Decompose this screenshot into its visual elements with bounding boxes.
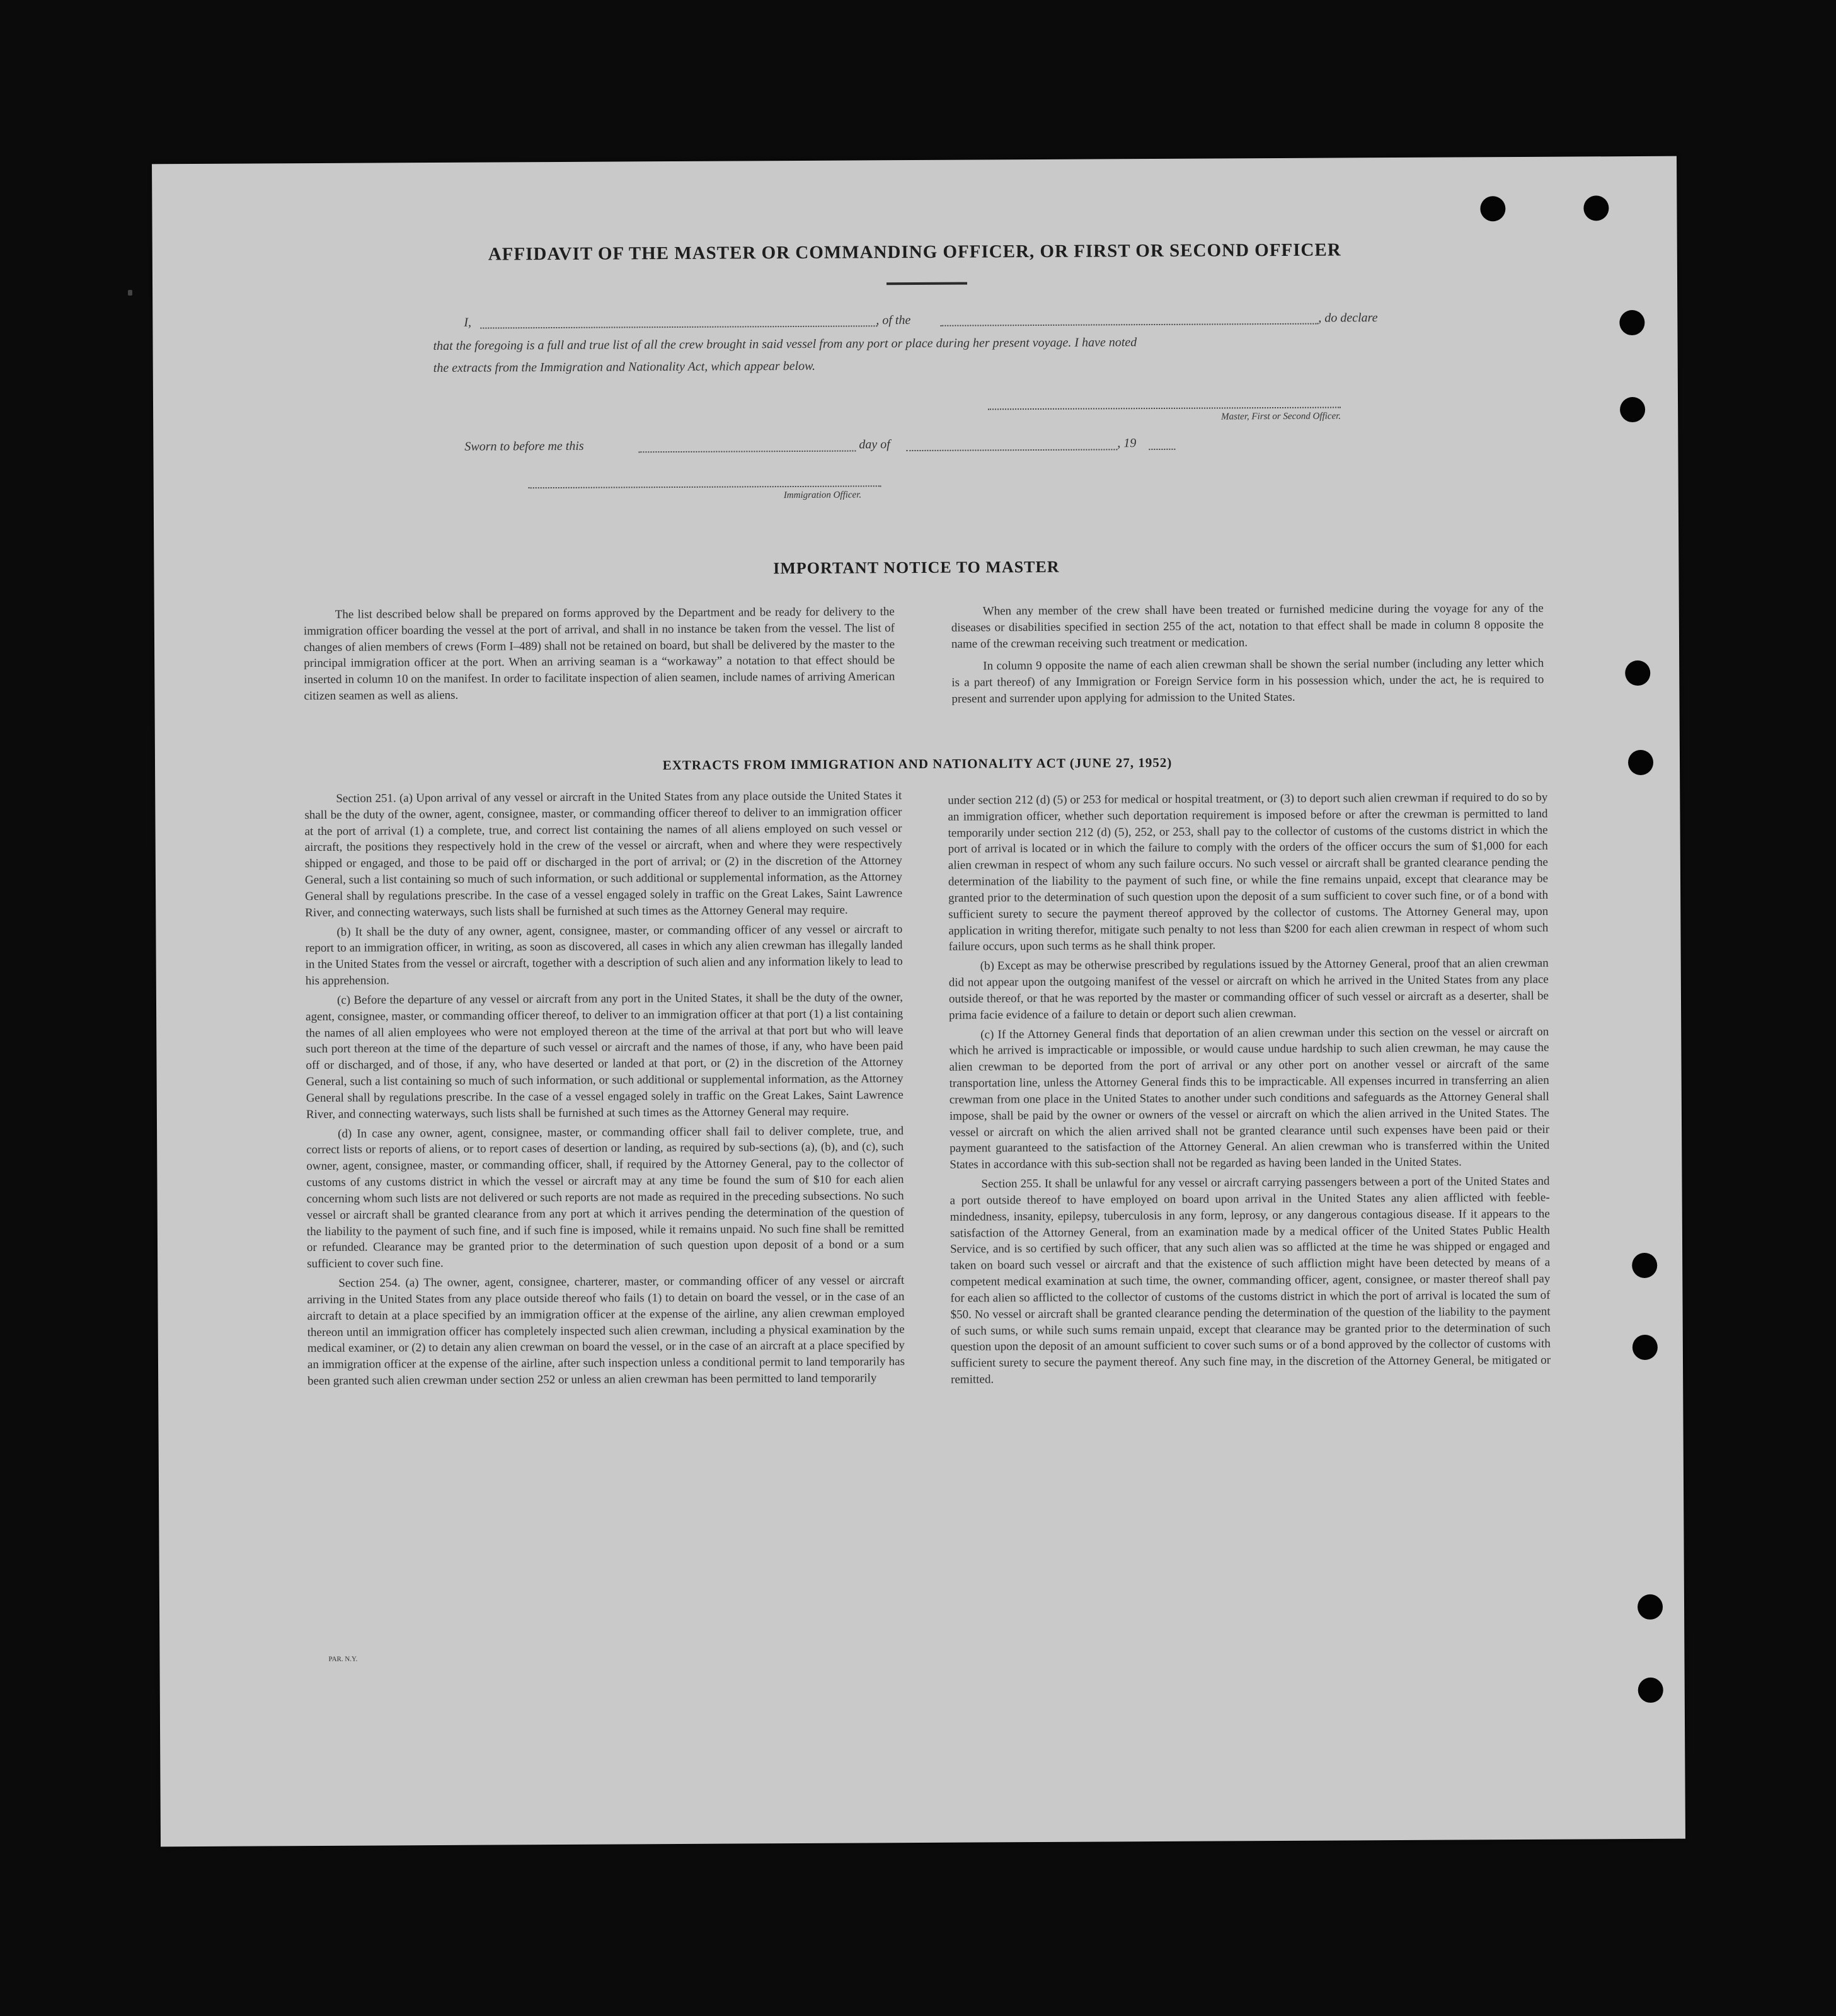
declaration-of-the: , of the (876, 313, 911, 328)
printer-imprint: PAR. N.Y. (328, 1655, 358, 1663)
sworn-text: Sworn to before me this (464, 439, 584, 454)
sworn-year: , 19 (1117, 436, 1137, 451)
extracts-right-column (948, 790, 1551, 1391)
punch-hole-icon (1625, 660, 1650, 686)
sworn-month-field[interactable] (906, 449, 1117, 451)
declaration-do-declare: , do declare (1318, 311, 1378, 325)
affidavit-title: AFFIDAVIT OF THE MASTER OR COMMANDING OFFICER, OR FIRST OR SECOND OFFICER (488, 239, 1341, 265)
punch-hole-icon (1620, 397, 1645, 422)
officer-signature-field[interactable] (529, 485, 881, 488)
section-254c: (c) If the Attorney General finds that deportation of an alien crewman under this section on the vessel or aircraft on which he arrived is impracticable or impossible, or would cause undue hardship to such alien crewman, he may cause the alien crewman to be deported from the port of arrival or any other port on another vessel or aircraft of the same transportation line, unless the Attorney General finds this to be impracticable. All expenses incurred in transferring an alien crewman from one place in the United States to another under such conditions and safeguards as the Attorney General shall impose, shall be paid by the owner or owners of the vessel or aircraft on which the alien arrived in the United States. The vessel or aircraft on which the alien arrived shall not be granted clearance until such expenses have been paid or their payment guaranteed to the satisfaction of the Attorney General. An alien crewman who is transferred within the United States in accordance with this sub-section shall not be regarded as having been landed in the United States. (949, 1025, 1550, 1172)
punch-hole-icon (1638, 1594, 1663, 1620)
punch-hole-icon (1583, 195, 1609, 221)
section-254a-continued: under section 212 (d) (5) or 253 for medical or hospital treatment, or (3) to deport such alien crewman if required to do so by an immigration officer, whether such deportation requirement is imposed before or after the crewman is permitted to land temporarily under section 212 (d) (5), 252, or 253, shall pay to the collector of customs of the customs district in which the port of arrival is located or in which the failure to comply with the orders of the officer occurs the sum of $1,000 for each alien crewman in respect of whom any such failure occurs. No such vessel or aircraft shall be granted clearance pending the determination of the liability to the payment of such fine, or while the fine remains unpaid, except that clearance may be granted prior to the determination of such question upon the deposit of a sum sufficient to cover such fine, or of a bond with sufficient surety to secure the payment thereof approved by the collector of customs. The Attorney General may, upon application in writing therefor, mitigate such penalty to not less than $200 for each alien crewman in respect of whom such failure occurs, upon such terms as he shall think proper. (948, 790, 1549, 954)
notice-paragraph: When any member of the crew shall have been treated or furnished medicine during the voyage for any of the diseases or disabilities specified in section 255 of the act, notation to that effect shall be made in column 8 opposite the name of the crewman receiving such treatment or medication. (951, 601, 1544, 651)
officer-signature-label: Immigration Officer. (783, 490, 862, 501)
notice-left-column (304, 604, 895, 708)
punch-hole-icon (1619, 310, 1644, 335)
title-rule (886, 282, 967, 285)
notice-paragraph: In column 9 opposite the name of each alien crewman shall be shown the serial number (including any letter which is a part thereof) of any Immigration or Foreign Service form in his possession which, under the act, he is required to present and surrender upon applying for admission to the United States. (951, 657, 1544, 706)
punch-hole-icon (1632, 1253, 1657, 1278)
punch-hole-icon (1638, 1678, 1663, 1703)
vessel-field[interactable] (940, 323, 1318, 326)
name-field[interactable] (480, 325, 877, 328)
section-255: Section 255. It shall be unlawful for any vessel or aircraft carrying passengers between a port of the United States and a port outside thereof to have employed on board upon arrival in the United States any alien afflicted with feeble-mindedness, insanity, epilepsy, tuberculosis in any form, leprosy, or any dangerous contagious disease. If it appears to the satisfaction of the Attorney General, from an examination made by a medical officer of the United States Public Health Service, and is so certified by such officer, that any such alien was so afflicted at the time he was shipped or engaged and taken on board such vessel or aircraft and that the existence of such affliction might have been detected by means of a competent medical examination at such time, the owner, commanding officer, agent, consignee, or master thereof shall pay for each alien so afflicted to the collector of customs of the customs district in which the port of arrival is located the sum of $50. No vessel or aircraft shall be granted clearance pending the determination of the question of the liability to the payment of such sums, or while such sums remain unpaid, except that clearance may be granted prior to the determination of such question upon the deposit of an amount sufficient to cover such sums or of a bond approved by the collector of customs with sufficient surety to secure the payment thereof. Any such fine may, in the discretion of the Attorney General, be mitigated or remitted. (950, 1174, 1551, 1386)
notice-paragraph: The list described below shall be prepared on forms approved by the Department and be ready for delivery to the immigration officer boarding the vessel at the port of arrival, and shall in no instance be taken from the vessel. The list of changes of alien members of crews (Form I–489) shall not be retained on board, but shall be delivered by the master to the principal immigration officer at the port. When an arriving seaman is a “workaway” a notation to that effect should be inserted in column 10 on the manifest. In order to facilitate inspection of alien seamen, include names of arriving American citizen seamen as well as aliens. (303, 605, 895, 703)
extracts-title: EXTRACTS FROM IMMIGRATION AND NATIONALITY ACT (JUNE 27, 1952) (662, 754, 1173, 773)
form-page (152, 156, 1685, 1847)
section-254a: Section 254. (a) The owner, agent, consignee, charterer, master, or commanding officer of any vessel or aircraft arriving in the United States from any place outside thereof who fails (1) to detain on board the vessel, or in the case of an aircraft to detain at a place specified by an immigration officer at the expense of the airline, any alien crewman employed thereon until an immigration officer has completely inspected such alien crewman, including a physical examination by the medical examiner, or (2) to detain any alien crewman on board the vessel, or in the case of an aircraft at a place specified by an immigration officer at the expense of the airline, after such inspection unless a conditional permit to land temporarily has been granted such alien crewman under section 252 or unless an alien crewman has been permitted to land temporarily (307, 1274, 905, 1388)
master-signature-label: Master, First or Second Officer. (1221, 411, 1341, 422)
notice-right-column (951, 601, 1544, 711)
extracts-left-column (304, 788, 905, 1393)
punch-hole-icon (1632, 1335, 1658, 1360)
master-signature-field[interactable] (988, 406, 1341, 410)
punch-hole-icon (1480, 196, 1505, 221)
declaration-line-2: that the foregoing is a full and true list of all the crew brought in said vessel from any port or place during her present voyage. I have noted (433, 335, 1137, 354)
sworn-day-of: day of (859, 437, 890, 452)
notice-title: IMPORTANT NOTICE TO MASTER (773, 557, 1060, 578)
section-251c: (c) Before the departure of any vessel or aircraft from any port in the United States, it shall be the duty of the owner, agent, consignee, master, or commanding officer thereof, to deliver to an immigration officer at that port (1) a list containing the names of all alien employees who were not employed thereon at the time of the arrival at that port but who will leave such port thereon at the time of the departure of such vessel or aircraft and the names of those, if any, who have been paid off or discharged, and of those, if any, who have deserted or landed at that port, or (2) in the discretion of the Attorney General, such a list containing so much of such information, or such additional or supplemental information, as the Attorney General shall by regulations prescribe. In the case of a vessel engaged solely in traffic on the Great Lakes, Saint Lawrence River, and connecting waterways, such lists shall be furnished at such times as the Attorney General may require. (306, 991, 904, 1121)
declaration-i: I, (464, 315, 472, 330)
sworn-date-field[interactable] (638, 451, 856, 453)
section-251d: (d) In case any owner, agent, consignee, master, or commanding officer shall fail to deliver complete, true, and correct lists or reports of aliens, or to report cases of desertion or landing, as required by sub-sections (a), (b), and (c), such owner, agent, consignee, master, or commanding officer, shall, if required by the Attorney General, pay to the collector of customs of any customs district in which the vessel or aircraft may at any time be found the sum of $10 for each alien concerning whom such lists are not delivered or such reports are not made as required in the preceding subsections. No such vessel or aircraft shall be granted clearance from any port at which it arrives pending the determination of the question of the liability to the payment of such fine, and if such fine is imposed, while it remains unpaid. No such fine shall be remitted or refunded. Clearance may be granted prior to the determination of such question upon deposit of a bond or a sum sufficient to cover such fine. (306, 1124, 905, 1271)
section-251a: Section 251. (a) Upon arrival of any vessel or aircraft in the United States from any place outside the United States it shall be the duty of the owner, agent, consignee, master, or commanding officer thereof to deliver to an immigration officer at the port of arrival (1) a complete, true, and correct list containing the names of all aliens employed on such vessel or aircraft, the positions they respectively hold in the crew of the vessel or aircraft, when and where they were respectively shipped or engaged, and those to be paid off or discharged in the port of arrival; or (2) in the discretion of the Attorney General, such a list containing so much of such information, or such additional or supplemental information, as the Attorney General shall by regulations prescribe. In the case of a vessel engaged solely in traffic on the Great Lakes, Saint Lawrence River, and connecting waterways, such lists shall be furnished at such times as the Attorney General may require. (304, 789, 903, 919)
section-251b: (b) It shall be the duty of any owner, agent, consignee, master, or commanding officer of any vessel or aircraft to report to an immigration officer, in writing, as soon as discovered, all cases in which any alien crewman has illegally landed in the United States from the vessel or aircraft, together with a description of such alien and any information likely to lead to his apprehension. (305, 922, 903, 988)
declaration-line-3: the extracts from the Immigration and Nationality Act, which appear below. (433, 359, 816, 376)
sworn-year-field[interactable] (1149, 449, 1175, 450)
section-254b: (b) Except as may be otherwise prescribed by regulations issued by the Attorney General, proof that an alien crewman did not appear upon the outgoing manifest of the vessel or aircraft on which he arrived in the United States from any place outside thereof, or that he was reported by the master or commanding officer of such vessel or aircraft as a deserter, shall be prima facie evidence of a failure to detain or deport such alien crewman. (948, 957, 1549, 1022)
stray-mark (128, 290, 132, 296)
